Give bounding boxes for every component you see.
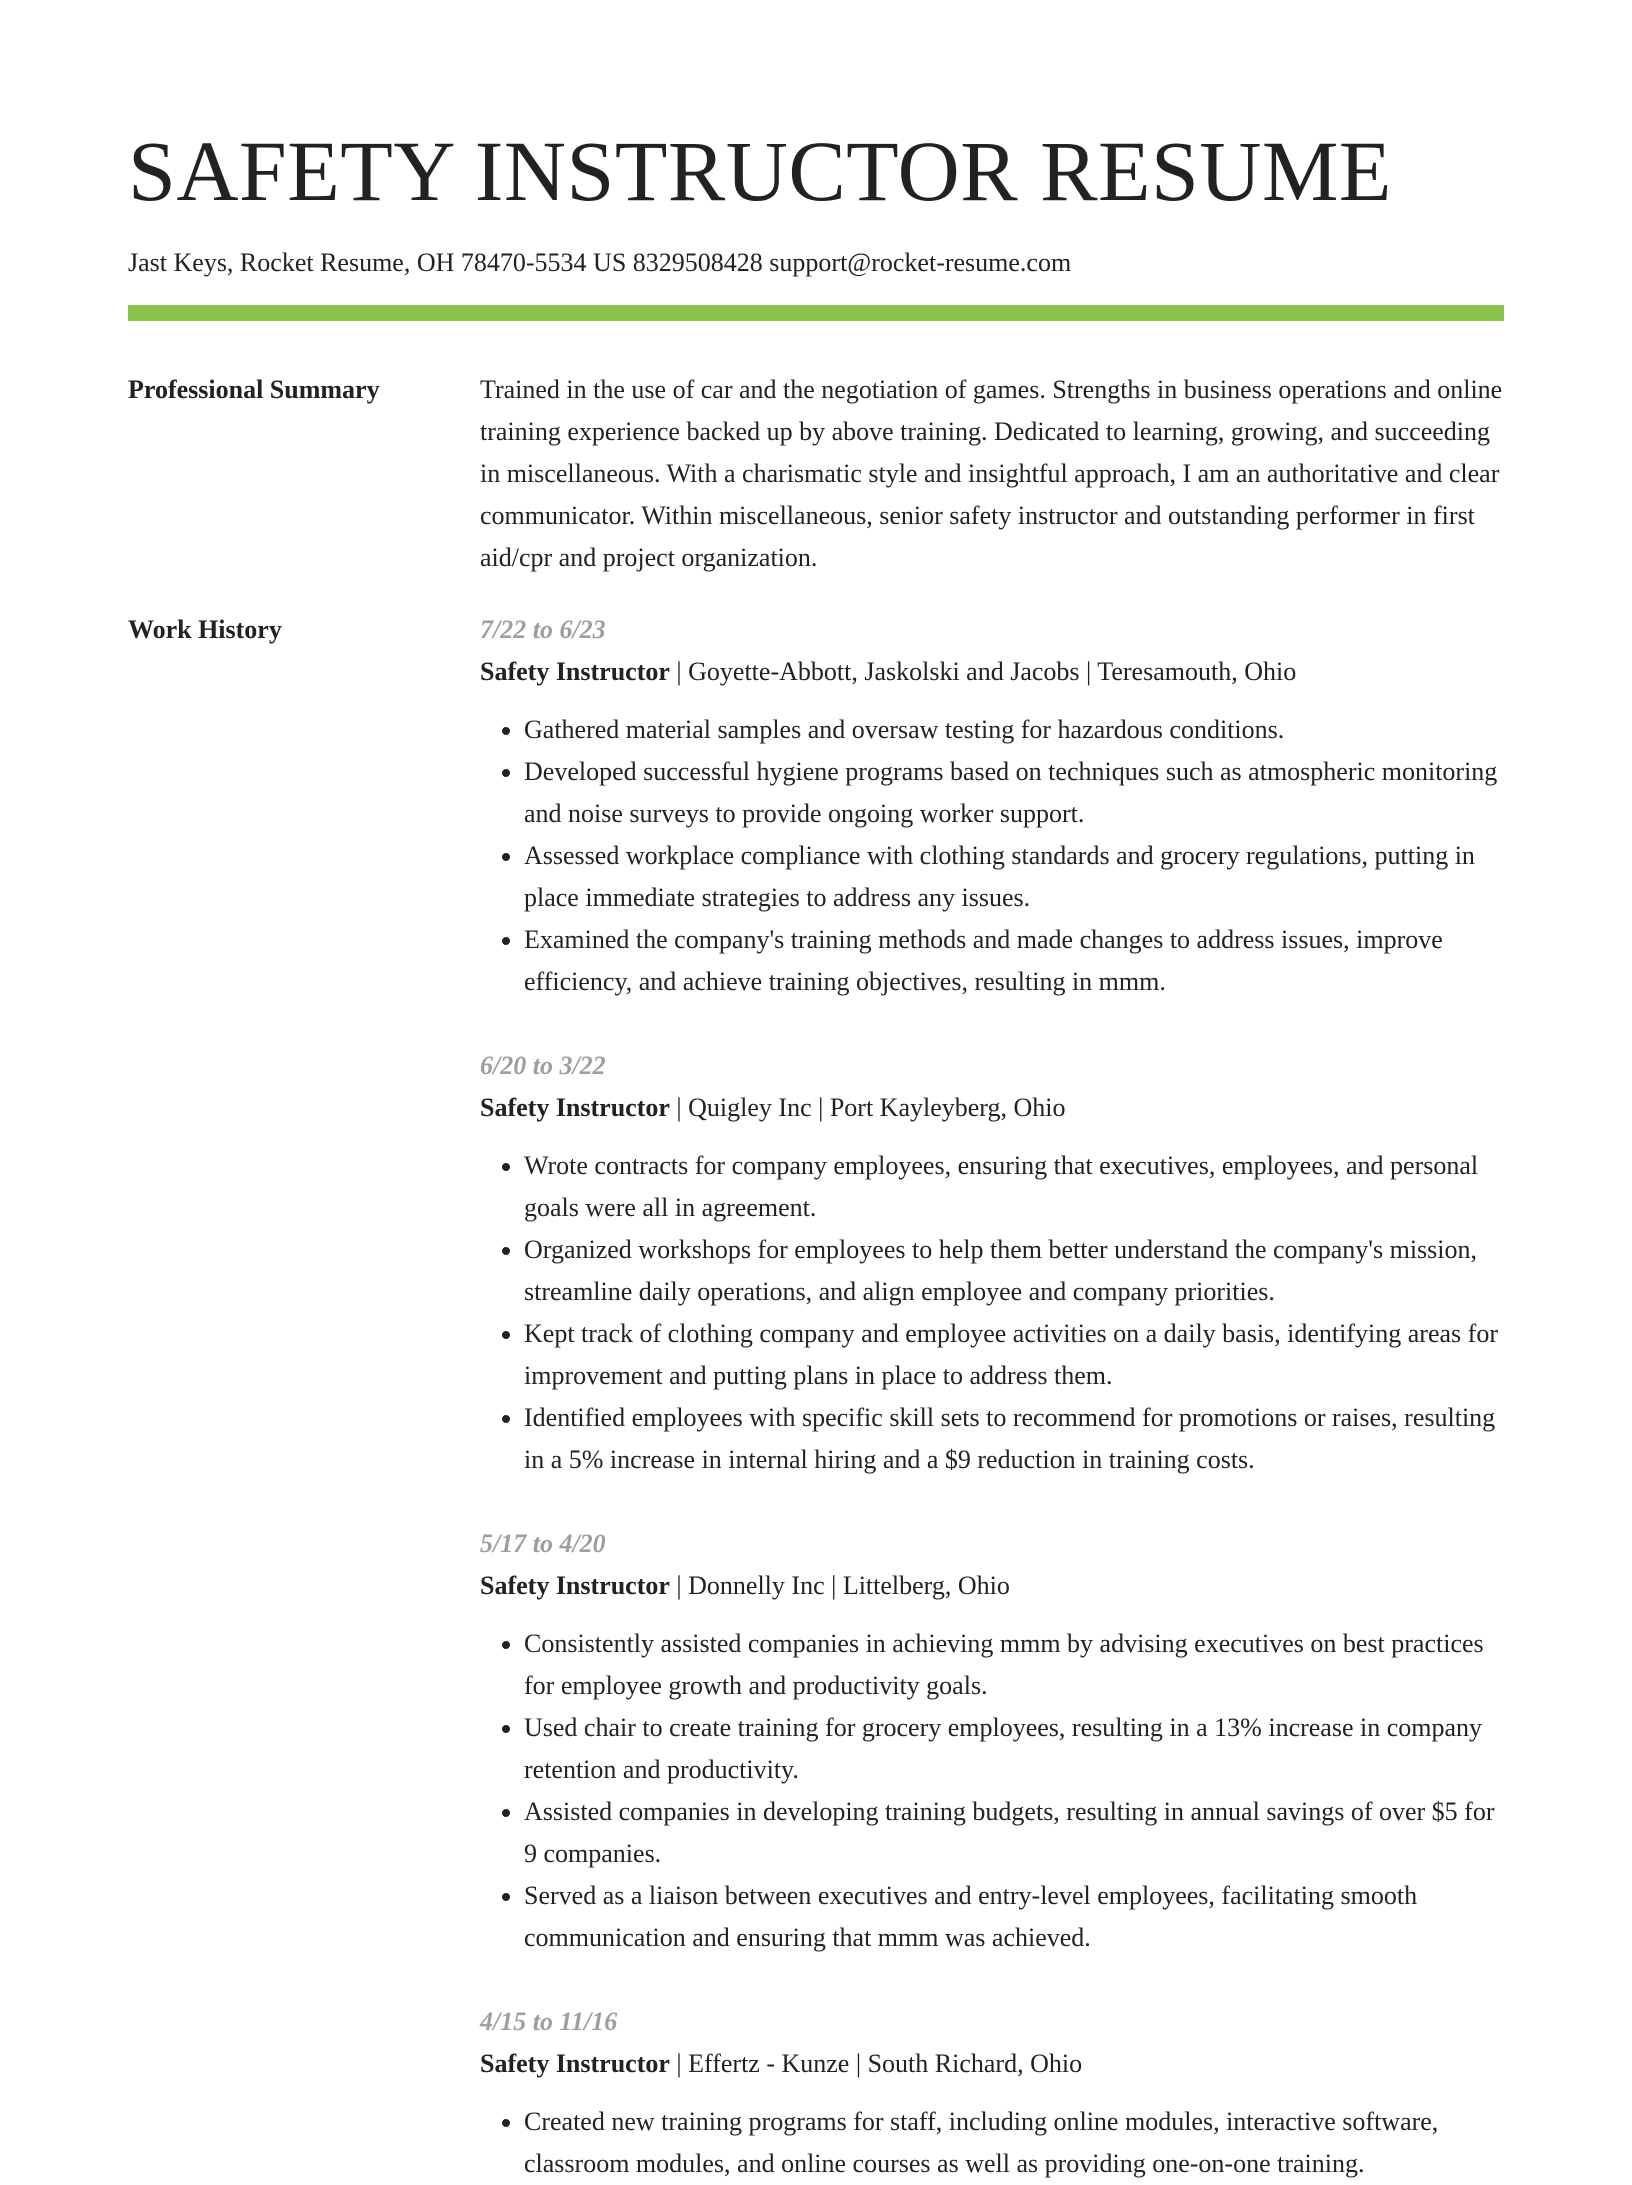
resume-page xyxy=(128,0,1504,2185)
job-bullet: • Created new training programs for staff, including online modules, interactive software, classroom modules, and online courses as well as providing one-on-one training. xyxy=(524,2101,1504,2185)
job-separator: | xyxy=(818,1093,824,1122)
job-heading xyxy=(480,1087,1504,1129)
job-entry xyxy=(480,2001,1504,2185)
job-bullet: • Kept track of clothing company and employee activities on a daily basis, identifying areas for improvement and putting plans in place to address them. xyxy=(524,1313,1504,1397)
job-separator: | xyxy=(676,657,682,686)
job-separator: | xyxy=(1086,657,1092,686)
job-heading xyxy=(480,2043,1504,2085)
job-bullet: • Served as a liaison between executives and entry-level employees, facilitating smooth communication and ensuring that mmm was achieved. xyxy=(524,1875,1504,1959)
header-divider xyxy=(128,305,1504,321)
job-dates: 7/22 to 6/23 xyxy=(480,615,606,644)
job-role: Safety Instructor xyxy=(480,2049,670,2078)
job-separator: | xyxy=(831,1571,837,1600)
professional-summary-section xyxy=(128,369,1504,579)
job-separator: | xyxy=(676,1093,682,1122)
job-bullet-list xyxy=(480,709,1504,1003)
job-location: Port Kayleyberg, Ohio xyxy=(829,1093,1066,1122)
work-history-section xyxy=(128,609,1504,2185)
job-bullet-list xyxy=(480,1145,1504,1481)
contact-line: Jast Keys, Rocket Resume, OH 78470-5534 US 8329508428 support@rocket-resume.com xyxy=(128,248,1072,277)
job-bullet: • Identified employees with specific skill sets to recommend for promotions or raises, resulting in a 5% increase in internal hiring and a $9 reduction in training costs. xyxy=(524,1397,1504,1481)
job-location: Littelberg, Ohio xyxy=(842,1571,1010,1600)
summary-text: Trained in the use of car and the negotiation of games. Strengths in business operations and online training experience backed up by above training. Dedicated to learning, growing, and succeeding in miscellaneous. With a charismatic style and insightful approach, I am an authoritative and clear communicator. Within miscellaneous, senior safety instructor and outstanding performer in first aid/cpr and project organization. xyxy=(480,375,1503,572)
job-bullet-list xyxy=(480,1623,1504,1959)
job-heading xyxy=(480,651,1504,693)
job-company: Quigley Inc xyxy=(688,1093,812,1122)
job-entry xyxy=(480,1045,1504,1481)
work-history-body xyxy=(480,609,1504,2185)
job-company: Effertz - Kunze xyxy=(688,2049,850,2078)
job-bullet: • Assessed workplace compliance with clothing standards and grocery regulations, putting in place immediate strategies to address any issues. xyxy=(524,835,1504,919)
job-company: Goyette-Abbott, Jaskolski and Jacobs xyxy=(688,657,1080,686)
section-label-summary: Professional Summary xyxy=(128,375,380,404)
job-role: Safety Instructor xyxy=(480,657,670,686)
job-bullet-list xyxy=(480,2101,1504,2185)
job-bullet: • Wrote contracts for company employees, ensuring that executives, employees, and personal goals were all in agreement. xyxy=(524,1145,1504,1229)
job-role: Safety Instructor xyxy=(480,1571,670,1600)
section-label-work-history: Work History xyxy=(128,615,282,644)
job-bullet: • Developed successful hygiene programs based on techniques such as atmospheric monitoring and noise surveys to provide ongoing worker support. xyxy=(524,751,1504,835)
job-bullet: • Examined the company's training methods and made changes to address issues, improve efficiency, and achieve training objectives, resulting in mmm. xyxy=(524,919,1504,1003)
summary-body xyxy=(480,369,1504,579)
job-location: South Richard, Ohio xyxy=(867,2049,1083,2078)
job-dates: 5/17 to 4/20 xyxy=(480,1529,606,1558)
job-location: Teresamouth, Ohio xyxy=(1097,657,1297,686)
job-separator: | xyxy=(676,2049,682,2078)
job-dates: 4/15 to 11/16 xyxy=(480,2007,618,2036)
job-bullet: • Consistently assisted companies in achieving mmm by advising executives on best practices for employee growth and productivity goals. xyxy=(524,1623,1504,1707)
job-bullet: • Assisted companies in developing training budgets, resulting in annual savings of over $5 for 9 companies. xyxy=(524,1791,1504,1875)
job-entry xyxy=(480,1523,1504,1959)
resume-title: SAFETY INSTRUCTOR RESUME xyxy=(128,123,1392,219)
job-separator: | xyxy=(855,2049,862,2078)
job-company: Donnelly Inc xyxy=(688,1571,825,1600)
job-separator: | xyxy=(676,1571,682,1600)
job-bullet: • Organized workshops for employees to help them better understand the company's mission, streamline daily operations, and align employee and company priorities. xyxy=(524,1229,1504,1313)
job-entry xyxy=(480,609,1504,1003)
job-bullet: • Gathered material samples and oversaw testing for hazardous conditions. xyxy=(524,709,1504,751)
job-bullet: • Used chair to create training for grocery employees, resulting in a 13% increase in company retention and productivity. xyxy=(524,1707,1504,1791)
job-heading xyxy=(480,1565,1504,1607)
job-dates: 6/20 to 3/22 xyxy=(480,1051,606,1080)
job-role: Safety Instructor xyxy=(480,1093,670,1122)
